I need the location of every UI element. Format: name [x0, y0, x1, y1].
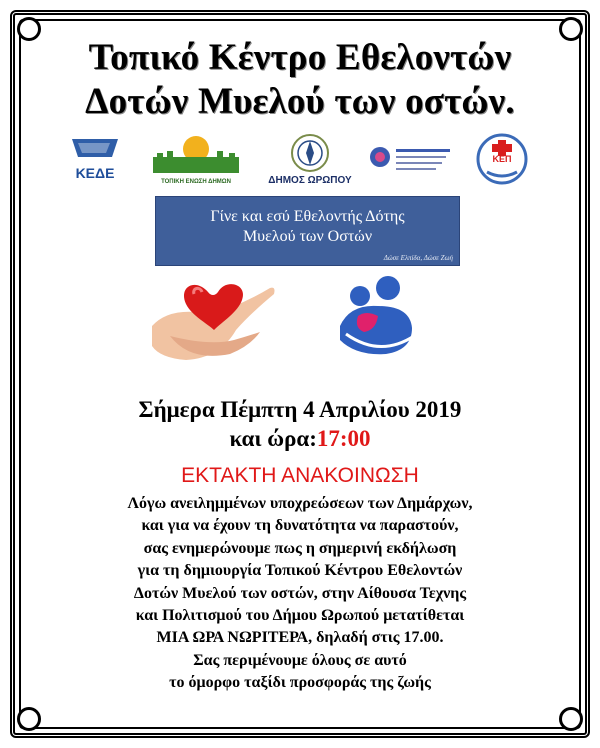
announcement-line: για τη δημιουργία Τοπικού Κέντρου Εθελοντών [137, 562, 463, 580]
announcement-line: σας ενημερώνουμε πως η σημερινή εκδήλωση [143, 539, 457, 557]
kep-logo [470, 128, 534, 190]
banner-line-2: Μυελού των Οστών [242, 228, 373, 245]
banner-signature: Δώσε Ελπίδα, Δώσε Ζωή [383, 254, 453, 262]
event-time-prefix: και ώρα: [229, 426, 317, 451]
campaign-illustration [150, 266, 460, 368]
logo-strip [60, 128, 540, 190]
kede-logo [64, 128, 126, 190]
topiki-enosi-text: ΤΟΠΙΚΗ ΕΝΩΣΗ ΔΗΜΩΝ [161, 179, 231, 185]
event-date: Σήμερα Πέμπτη 4 Απριλίου 2019 [138, 397, 462, 422]
topiki-enosi-logo [148, 128, 244, 190]
kede-logo-text: ΚΕΔΕ [75, 165, 115, 181]
municipality-seal-icon [290, 133, 330, 173]
announcement-line: το όμορφο ταξίδι προσφοράς της ζωής [169, 674, 431, 692]
announcement-line: και Πολιτισμού του Δήμου Ωρωπού μετατίθεται [135, 607, 465, 625]
announcement-heading: ΕΚΤΑΚΤΗ ΑΝΑΚΟΙΝΩΣΗ [181, 464, 419, 487]
hands-heart-icon [152, 284, 275, 360]
border-corner-ornament [559, 707, 583, 731]
poster-title-line-1: Τοπικό Κέντρο Εθελοντών [88, 37, 512, 78]
kep-logo-text: ΚΕΠ [492, 154, 512, 164]
campaign-banner [155, 196, 460, 266]
dimos-oropou-text: ΔΗΜΟΣ ΩΡΩΠΟΥ [268, 174, 352, 186]
border-corner-ornament [17, 707, 41, 731]
announcement-line: Σας περιμένουμε όλους σε αυτό [193, 651, 407, 669]
announcement-line: Δοτών Μυελού των οστών, στην Αίθουσα Τεχνης [133, 584, 467, 602]
syllogos-logo [364, 128, 456, 190]
announcement-line: ΜΙΑ ΩΡΑ ΝΩΡΙΤΕΡΑ, δηλαδή στις 17.00. [156, 629, 444, 647]
poster-title-line-2: Δοτών Μυελού των οστών. [85, 81, 515, 122]
event-time: 17:00 [316, 426, 371, 451]
dimos-oropou-logo [265, 128, 355, 190]
announcement-line: και για να έχουν τη δυνατότητα να παραστούν, [141, 517, 459, 535]
banner-line-1: Γίνε και εσύ Εθελοντής Δότης [210, 208, 405, 225]
mother-child-icon [340, 276, 414, 354]
announcement-body [0, 493, 600, 695]
sun-hills-icon [151, 133, 241, 177]
announcement-line: Λόγω ανειλημμένων υποχρεώσεων των Δημάρχων, [127, 495, 473, 512]
syllogos-emblem-icon [366, 137, 454, 181]
event-time-line [0, 425, 600, 453]
